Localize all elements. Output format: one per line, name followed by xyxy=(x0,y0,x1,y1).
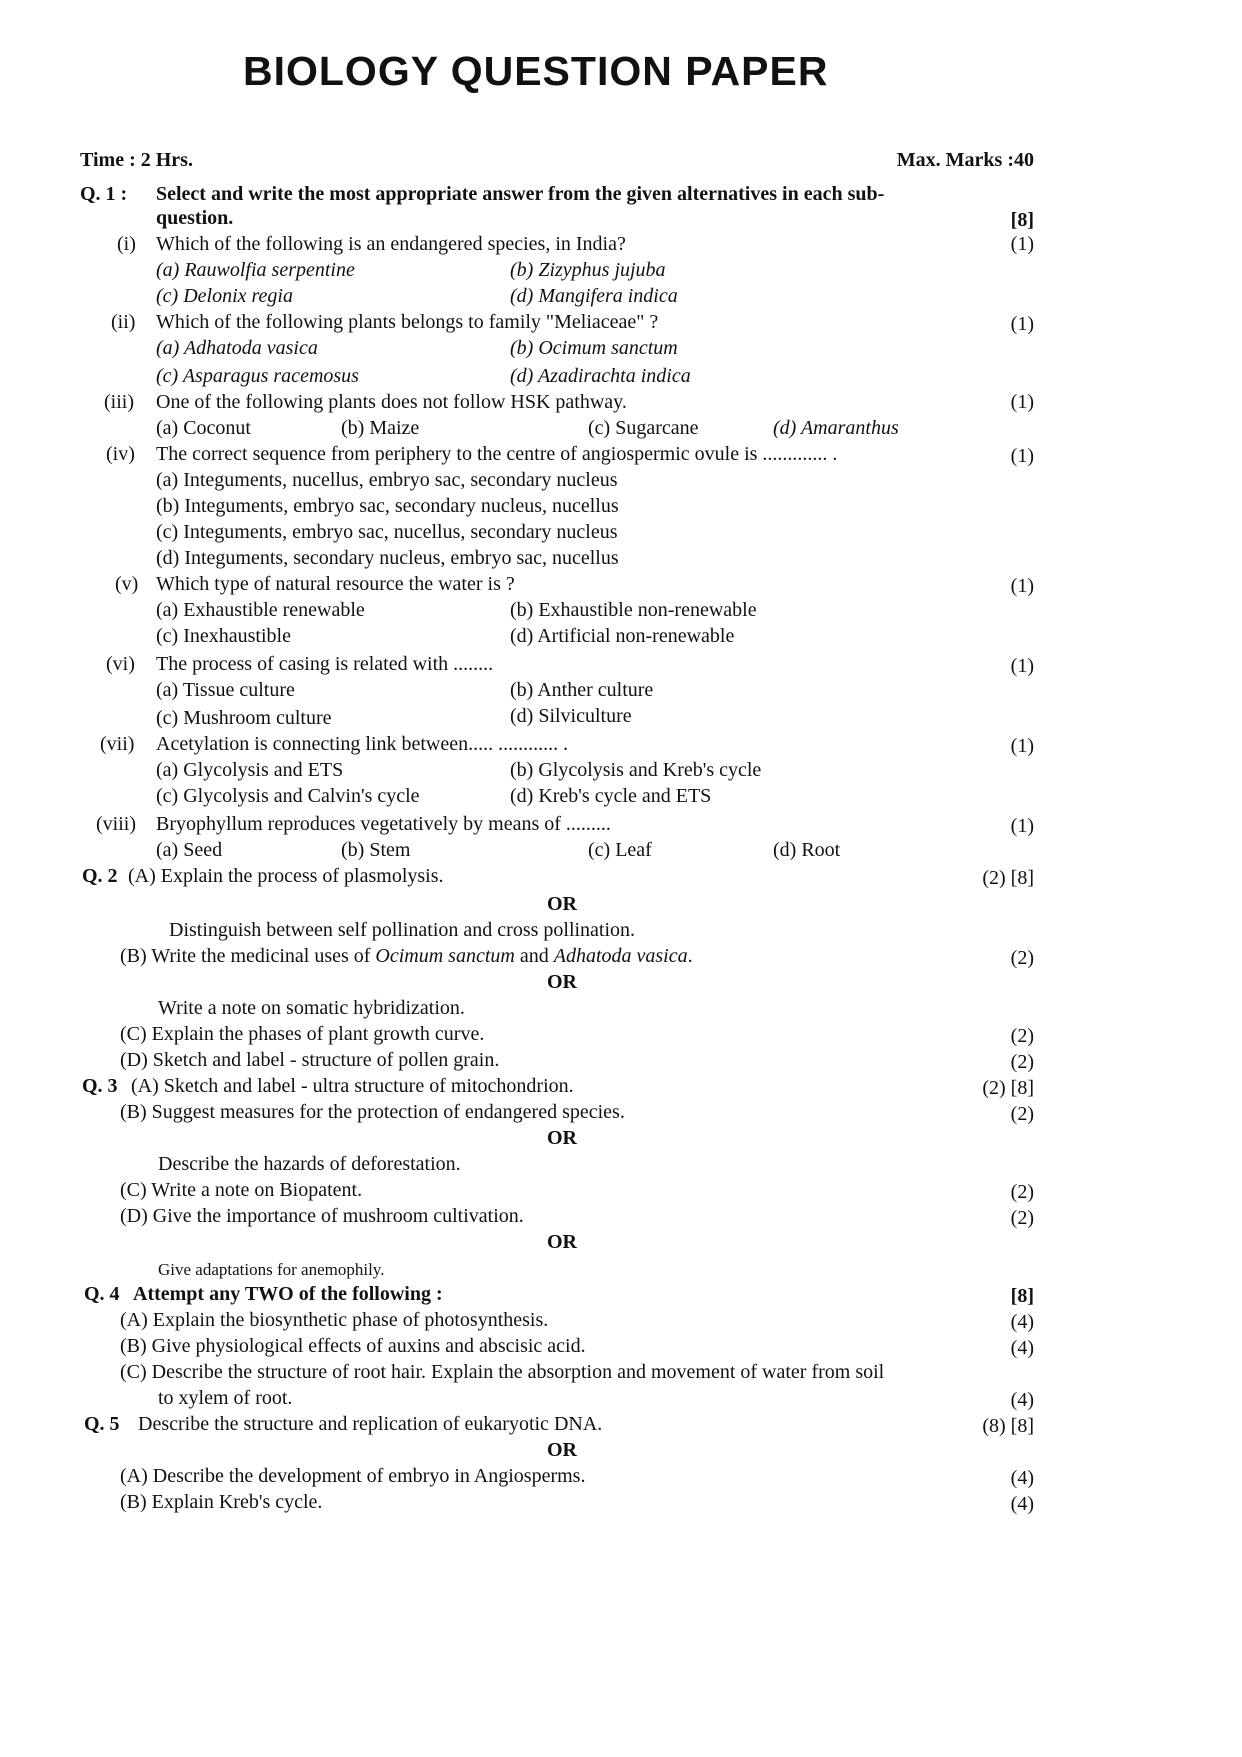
q1-ii-marks: (1) xyxy=(1010,313,1034,335)
q1-number: Q. 1 : xyxy=(80,183,128,205)
q3-b-marks: (2) xyxy=(1010,1103,1034,1125)
q2-d-text: (D) Sketch and label - structure of pollen grain. xyxy=(120,1049,500,1071)
q1-viii-text: Bryophyllum reproduces vegetatively by means of ......... xyxy=(156,813,611,835)
q1-iv-option-b: (b) Integuments, embryo sac, secondary nucleus, nucellus xyxy=(156,495,619,517)
q1-ii-number: (ii) xyxy=(111,311,136,333)
q1-iii-text: One of the following plants does not follow HSK pathway. xyxy=(156,391,627,413)
q5-or: OR xyxy=(547,1439,577,1461)
q1-ii-text: Which of the following plants belongs to family "Meliaceae" ? xyxy=(156,311,659,333)
q3-b-alternative: Describe the hazards of deforestation. xyxy=(158,1153,461,1175)
q2-b-or: OR xyxy=(547,971,577,993)
q1-instruction-line1: Select and write the most appropriate answer from the given alternatives in each sub- xyxy=(156,183,885,205)
q5-text: Describe the structure and replication of eukaryotic DNA. xyxy=(138,1413,603,1435)
q2-a-text: (A) Explain the process of plasmolysis. xyxy=(128,865,444,887)
q1-vi-option-c: (c) Mushroom culture xyxy=(156,707,332,729)
q1-iv-option-c: (c) Integuments, embryo sac, nucellus, secondary nucleus xyxy=(156,521,618,543)
q1-v-option-d: (d) Artificial non-renewable xyxy=(510,625,735,647)
q1-iii-option-d: (d) Amaranthus xyxy=(773,417,899,439)
q1-i-option-b: (b) Zizyphus jujuba xyxy=(510,259,666,281)
q1-vii-option-c: (c) Glycolysis and Calvin's cycle xyxy=(156,785,420,807)
q3-a-marks: (2) [8] xyxy=(982,1077,1034,1099)
q1-v-option-b: (b) Exhaustible non-renewable xyxy=(510,599,757,621)
q2-a-marks: (2) [8] xyxy=(982,867,1034,889)
q4-marks: [8] xyxy=(1010,1285,1034,1307)
q5-number: Q. 5 xyxy=(84,1413,120,1435)
q5-a-text: (A) Describe the development of embryo in Angiosperms. xyxy=(120,1465,586,1487)
q4-c-text-line1: (C) Describe the structure of root hair. Explain the absorption and movement of water from soil xyxy=(120,1361,885,1383)
q3-c-text: (C) Write a note on Biopatent. xyxy=(120,1179,363,1201)
q5-marks: (8) [8] xyxy=(982,1415,1034,1437)
q1-iv-option-a: (a) Integuments, nucellus, embryo sac, secondary nucleus xyxy=(156,469,618,491)
q1-i-number: (i) xyxy=(117,233,136,255)
q5-b-marks: (4) xyxy=(1010,1493,1034,1515)
q1-iv-number: (iv) xyxy=(106,443,135,465)
q3-c-marks: (2) xyxy=(1010,1181,1034,1203)
q2-b-text: (B) Write the medicinal uses of Ocimum sanctum and Adhatoda vasica. xyxy=(120,945,693,967)
q4-a-text: (A) Explain the biosynthetic phase of photosynthesis. xyxy=(120,1309,549,1331)
q4-c-marks: (4) xyxy=(1010,1389,1034,1411)
q1-vii-text: Acetylation is connecting link between..... ............ . xyxy=(156,733,569,755)
q1-iii-option-c: (c) Sugarcane xyxy=(588,417,699,439)
q2-c-marks: (2) xyxy=(1010,1025,1034,1047)
max-marks-label: Max. Marks :40 xyxy=(896,149,1034,171)
q1-viii-option-a: (a) Seed xyxy=(156,839,223,861)
q4-number: Q. 4 xyxy=(84,1283,120,1305)
q1-vi-option-a: (a) Tissue culture xyxy=(156,679,295,701)
q1-ii-option-a: (a) Adhatoda vasica xyxy=(156,337,318,359)
q1-ii-option-b: (b) Ocimum sanctum xyxy=(510,337,678,359)
q1-vi-marks: (1) xyxy=(1010,655,1034,677)
q1-i-option-a: (a) Rauwolfia serpentine xyxy=(156,259,355,281)
q1-vii-option-b: (b) Glycolysis and Kreb's cycle xyxy=(510,759,762,781)
q1-vii-option-d: (d) Kreb's cycle and ETS xyxy=(510,785,712,807)
q1-v-option-c: (c) Inexhaustible xyxy=(156,625,291,647)
q3-d-or: OR xyxy=(547,1231,577,1253)
q1-i-text: Which of the following is an endangered species, in India? xyxy=(156,233,626,255)
q1-viii-option-c: (c) Leaf xyxy=(588,839,652,861)
q1-vi-option-b: (b) Anther culture xyxy=(510,679,654,701)
q1-vii-option-a: (a) Glycolysis and ETS xyxy=(156,759,344,781)
q2-number: Q. 2 xyxy=(82,865,118,887)
q1-instruction-line2: question. xyxy=(156,207,234,229)
q2-b-marks: (2) xyxy=(1010,947,1034,969)
q1-iii-marks: (1) xyxy=(1010,391,1034,413)
q3-a-text: (A) Sketch and label - ultra structure of mitochondrion. xyxy=(131,1075,574,1097)
q3-b-or: OR xyxy=(547,1127,577,1149)
q2-c-text: (C) Explain the phases of plant growth curve. xyxy=(120,1023,485,1045)
q1-v-number: (v) xyxy=(115,573,139,595)
q1-vii-marks: (1) xyxy=(1010,735,1034,757)
q1-ii-option-c: (c) Asparagus racemosus xyxy=(156,365,359,387)
time-label: Time : 2 Hrs. xyxy=(80,149,193,171)
q3-d-text: (D) Give the importance of mushroom cultivation. xyxy=(120,1205,524,1227)
q2-d-marks: (2) xyxy=(1010,1051,1034,1073)
q1-viii-number: (viii) xyxy=(96,813,136,835)
q1-marks: [8] xyxy=(1010,209,1034,231)
q3-b-text: (B) Suggest measures for the protection of endangered species. xyxy=(120,1101,625,1123)
q1-i-marks: (1) xyxy=(1010,233,1034,255)
q1-viii-marks: (1) xyxy=(1010,815,1034,837)
q1-vi-option-d: (d) Silviculture xyxy=(510,705,632,727)
q4-b-text: (B) Give physiological effects of auxins and abscisic acid. xyxy=(120,1335,586,1357)
q3-d-marks: (2) xyxy=(1010,1207,1034,1229)
q1-iv-marks: (1) xyxy=(1010,445,1034,467)
q1-vii-number: (vii) xyxy=(100,733,135,755)
q1-iv-option-d: (d) Integuments, secondary nucleus, embryo sac, nucellus xyxy=(156,547,619,569)
q4-c-text-line2: to xylem of root. xyxy=(158,1387,293,1409)
q1-iii-option-b: (b) Maize xyxy=(341,417,420,439)
q1-iv-text: The correct sequence from periphery to the centre of angiospermic ovule is ............. . xyxy=(156,443,838,465)
q1-vi-text: The process of casing is related with ........ xyxy=(156,653,494,675)
q1-v-marks: (1) xyxy=(1010,575,1034,597)
page-title: BIOLOGY QUESTION PAPER xyxy=(243,48,829,94)
q1-vi-number: (vi) xyxy=(106,653,135,675)
q4-a-marks: (4) xyxy=(1010,1311,1034,1333)
q1-ii-option-d: (d) Azadirachta indica xyxy=(510,365,691,387)
q4-instruction: Attempt any TWO of the following : xyxy=(133,1283,443,1305)
q1-iii-number: (iii) xyxy=(104,391,134,413)
q1-viii-option-b: (b) Stem xyxy=(341,839,411,861)
q1-i-option-d: (d) Mangifera indica xyxy=(510,285,678,307)
q5-a-marks: (4) xyxy=(1010,1467,1034,1489)
q1-iii-option-a: (a) Coconut xyxy=(156,417,251,439)
q1-viii-option-d: (d) Root xyxy=(773,839,841,861)
q2-a-or: OR xyxy=(547,893,577,915)
q5-b-text: (B) Explain Kreb's cycle. xyxy=(120,1491,323,1513)
q1-v-option-a: (a) Exhaustible renewable xyxy=(156,599,365,621)
q1-i-option-c: (c) Delonix regia xyxy=(156,285,293,307)
q2-a-alternative: Distinguish between self pollination and cross pollination. xyxy=(169,919,636,941)
q1-v-text: Which type of natural resource the water is ? xyxy=(156,573,515,595)
q4-b-marks: (4) xyxy=(1010,1337,1034,1359)
q2-b-alternative: Write a note on somatic hybridization. xyxy=(158,997,465,1019)
q3-number: Q. 3 xyxy=(82,1075,118,1097)
q3-d-alternative: Give adaptations for anemophily. xyxy=(158,1260,385,1279)
